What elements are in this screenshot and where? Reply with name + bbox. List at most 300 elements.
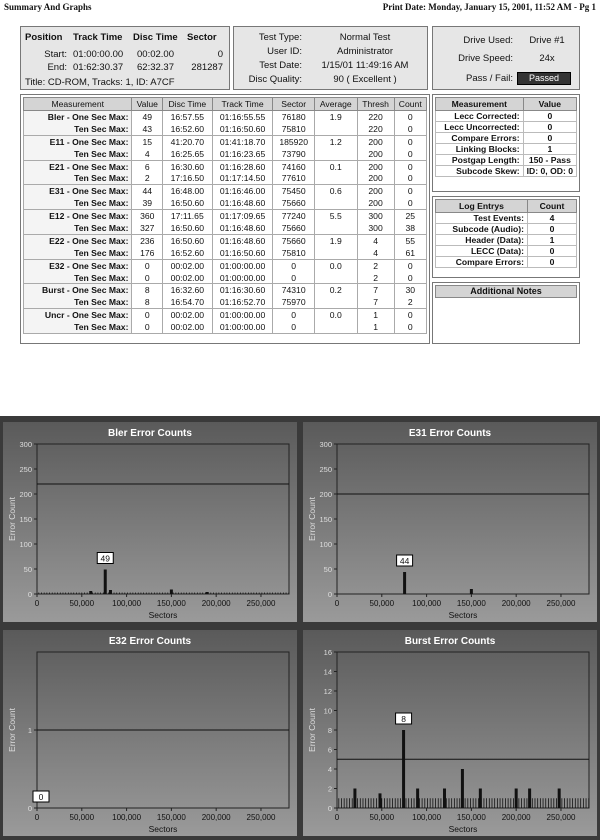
measurement-label: Ten Sec Max: <box>24 197 132 209</box>
pass-fail-label: Pass / Fail: <box>466 73 513 84</box>
average-cell <box>314 222 357 234</box>
log-value: 0 <box>528 224 577 235</box>
notes-panel <box>432 282 580 344</box>
disc-time-cell: 16:25.65 <box>163 148 213 160</box>
measurement-label: Bler - One Sec Max: <box>24 111 132 123</box>
value-cell: 360 <box>132 210 163 222</box>
sector-cell: 75970 <box>273 296 314 308</box>
disc-time-cell: 17:11.65 <box>163 210 213 222</box>
track-time-cell: 01:16:48.60 <box>212 222 273 234</box>
thresh-cell: 1 <box>357 309 394 321</box>
data-bar <box>479 789 482 809</box>
col-count: Count <box>394 98 427 111</box>
burst-chart <box>303 630 597 836</box>
disc-time-cell: 16:48.00 <box>163 185 213 197</box>
value-cell: 2 <box>132 172 163 184</box>
track-time-cell: 01:16:55.55 <box>212 111 273 123</box>
table-row <box>24 135 427 147</box>
y-tick-label: 10 <box>323 706 332 716</box>
data-bar <box>109 590 112 594</box>
data-bar <box>470 589 473 594</box>
data-bar <box>528 789 531 809</box>
table-row <box>24 123 427 135</box>
table-row <box>24 259 427 271</box>
thresh-cell: 200 <box>357 197 394 209</box>
x-axis-label: Sectors <box>148 824 178 834</box>
count-cell: 0 <box>394 272 427 284</box>
test-type-label: Test Type: <box>258 32 302 43</box>
table-row <box>436 257 577 268</box>
lecc-label: Postgap Length: <box>436 155 524 166</box>
table-row <box>24 272 427 284</box>
disc-time-cell: 16:50.60 <box>163 234 213 246</box>
lecc-label: Linking Blocks: <box>436 144 524 155</box>
lecc-panel <box>432 94 580 192</box>
thresh-cell: 2 <box>357 272 394 284</box>
col-sector: Sector <box>273 98 314 111</box>
x-tick-label: 200,000 <box>501 599 531 608</box>
test-date-value: 1/15/01 11:49:16 AM <box>321 60 409 71</box>
data-bar <box>206 592 209 594</box>
average-cell <box>314 321 357 333</box>
table-row <box>436 235 577 246</box>
x-tick-label: 200,000 <box>501 813 531 822</box>
count-cell: 30 <box>394 284 427 296</box>
disc-time-cell: 16:50.60 <box>163 197 213 209</box>
average-cell: 0.2 <box>314 284 357 296</box>
disc-time-cell: 16:54.70 <box>163 296 213 308</box>
thresh-cell: 2 <box>357 259 394 271</box>
track-time-cell: 01:16:23.65 <box>212 148 273 160</box>
track-time-cell: 01:16:28.60 <box>212 160 273 172</box>
count-cell: 2 <box>394 296 427 308</box>
y-tick-label: 14 <box>323 667 332 677</box>
table-row <box>24 197 427 209</box>
sector-cell: 77240 <box>273 210 314 222</box>
disc-time-cell: 16:52.60 <box>163 247 213 259</box>
table-row <box>24 172 427 184</box>
value-cell: 176 <box>132 247 163 259</box>
table-row <box>24 247 427 259</box>
peak-label: 49 <box>100 553 110 564</box>
track-time-cell: 01:17:09.65 <box>212 210 273 222</box>
measurement-label: Ten Sec Max: <box>24 222 132 234</box>
log-label: LECC (Data): <box>436 246 528 257</box>
lecc-label: Subcode Skew: <box>436 166 524 177</box>
x-tick-label: 100,000 <box>412 813 442 822</box>
track-time-cell: 01:16:52.70 <box>212 296 273 308</box>
x-tick-label: 250,000 <box>546 599 576 608</box>
measurement-label: E22 - One Sec Max: <box>24 234 132 246</box>
count-cell: 0 <box>394 123 427 135</box>
disc-time-cell: 41:20.70 <box>163 135 213 147</box>
measurement-label: Uncr - One Sec Max: <box>24 309 132 321</box>
y-tick-label: 0 <box>327 804 332 813</box>
x-tick-label: 50,000 <box>369 813 395 822</box>
lecc-value: 0 <box>523 133 576 144</box>
table-row <box>436 213 577 224</box>
log-panel <box>432 196 580 278</box>
start-label: Start: <box>44 49 67 60</box>
lecc-label: Compare Errors: <box>436 133 524 144</box>
average-cell: 0.6 <box>314 185 357 197</box>
measurement-label: Ten Sec Max: <box>24 123 132 135</box>
y-tick-label: 100 <box>19 540 32 549</box>
y-tick-label: 200 <box>319 490 332 499</box>
track-time-cell: 01:16:46.00 <box>212 185 273 197</box>
table-row <box>24 210 427 222</box>
y-tick-label: 0 <box>27 590 32 599</box>
lecc-table <box>435 97 577 177</box>
title-line: Title: CD-ROM, Tracks: 1, ID: A7CF <box>25 77 175 88</box>
col-average: Average <box>314 98 357 111</box>
thresh-cell: 200 <box>357 148 394 160</box>
disc-time-header: Disc Time <box>133 32 178 43</box>
lecc-value: ID: 0, OD: 0 <box>523 166 576 177</box>
col-value: Value <box>132 98 163 111</box>
peak-label: 0 <box>38 792 44 802</box>
disc-time-cell: 16:30.60 <box>163 160 213 172</box>
measurement-label: Burst - One Sec Max: <box>24 284 132 296</box>
count-cell: 0 <box>394 160 427 172</box>
y-tick-label: 8 <box>327 726 332 735</box>
x-axis-label: Sectors <box>448 824 478 834</box>
thresh-cell: 220 <box>357 123 394 135</box>
thresh-cell: 300 <box>357 210 394 222</box>
value-cell: 0 <box>132 321 163 333</box>
chart-title: E31 Error Counts <box>408 428 492 439</box>
count-cell: 0 <box>394 172 427 184</box>
average-cell: 0.1 <box>314 160 357 172</box>
x-tick-label: 50,000 <box>69 599 95 608</box>
bler-chart <box>3 422 297 622</box>
track-time-header: Track Time <box>73 32 123 43</box>
disc-time-cell: 00:02.00 <box>163 272 213 284</box>
average-cell <box>314 148 357 160</box>
data-bar <box>558 789 561 809</box>
y-tick-label: 50 <box>23 565 32 574</box>
end-disc-time: 62:32.37 <box>137 62 174 73</box>
thresh-cell: 7 <box>357 284 394 296</box>
page-title: Summary And Graphs <box>4 2 92 12</box>
average-cell <box>314 272 357 284</box>
measurement-label: Ten Sec Max: <box>24 321 132 333</box>
thresh-cell: 4 <box>357 247 394 259</box>
lecc-label: Lecc Corrected: <box>436 111 524 122</box>
data-bar <box>515 789 518 809</box>
x-tick-label: 150,000 <box>456 599 486 608</box>
chart-background <box>3 630 297 836</box>
measurement-panel <box>20 94 430 344</box>
y-axis-label: Error Count <box>7 708 17 752</box>
y-axis-label: Error Count <box>307 708 317 752</box>
y-tick-label: 100 <box>319 540 332 549</box>
test-info-box <box>233 26 428 90</box>
y-tick-label: 150 <box>319 515 332 524</box>
table-row <box>24 296 427 308</box>
x-tick-label: 200,000 <box>201 813 231 822</box>
measurement-label: E21 - One Sec Max: <box>24 160 132 172</box>
count-cell: 0 <box>394 111 427 123</box>
value-cell: 0 <box>132 272 163 284</box>
average-cell: 5.5 <box>314 210 357 222</box>
track-time-cell: 01:00:00.00 <box>212 321 273 333</box>
disc-time-cell: 16:52.60 <box>163 123 213 135</box>
log-value: 0 <box>528 257 577 268</box>
count-cell: 0 <box>394 135 427 147</box>
x-tick-label: 0 <box>334 599 340 608</box>
log-col-entrys: Log Entrys <box>436 200 528 213</box>
start-disc-time: 00:02.00 <box>137 49 174 60</box>
average-cell: 1.2 <box>314 135 357 147</box>
sector-cell: 76180 <box>273 111 314 123</box>
log-label: Test Events: <box>436 213 528 224</box>
col-track-time: Track Time <box>212 98 273 111</box>
count-cell: 0 <box>394 321 427 333</box>
table-row <box>436 166 577 177</box>
user-id-value: Administrator <box>337 46 393 57</box>
count-cell: 55 <box>394 234 427 246</box>
disc-time-cell: 16:57.55 <box>163 111 213 123</box>
sector-cell: 0 <box>273 259 314 271</box>
x-tick-label: 150,000 <box>156 599 186 608</box>
value-cell: 49 <box>132 111 163 123</box>
chart-title: Burst Error Counts <box>404 636 496 647</box>
thresh-cell: 200 <box>357 172 394 184</box>
end-track-time: 01:62:30.37 <box>73 62 124 73</box>
count-cell: 0 <box>394 185 427 197</box>
track-time-cell: 01:00:00.00 <box>212 272 273 284</box>
charts-area <box>0 416 600 840</box>
average-cell <box>314 123 357 135</box>
disc-quality-label: Disc Quality: <box>248 74 302 85</box>
sector-cell: 75810 <box>273 123 314 135</box>
sector-cell: 75660 <box>273 234 314 246</box>
thresh-cell: 1 <box>357 321 394 333</box>
disc-time-cell: 16:32.60 <box>163 284 213 296</box>
disc-time-cell: 17:16.50 <box>163 172 213 184</box>
average-cell <box>314 172 357 184</box>
test-type-value: Normal Test <box>339 32 391 43</box>
track-time-cell: 01:00:00.00 <box>212 309 273 321</box>
y-tick-label: 0 <box>327 590 332 599</box>
average-cell: 1.9 <box>314 111 357 123</box>
measurement-label: Ten Sec Max: <box>24 272 132 284</box>
measurement-label: E32 - One Sec Max: <box>24 259 132 271</box>
sector-cell: 75660 <box>273 222 314 234</box>
thresh-cell: 220 <box>357 111 394 123</box>
data-bar <box>403 572 406 594</box>
disc-time-cell: 00:02.00 <box>163 321 213 333</box>
track-time-cell: 01:16:48.60 <box>212 234 273 246</box>
y-tick-label: 150 <box>19 515 32 524</box>
x-tick-label: 100,000 <box>412 599 442 608</box>
sector-cell: 75660 <box>273 197 314 209</box>
x-tick-label: 0 <box>34 813 40 822</box>
end-label: End: <box>47 62 67 73</box>
data-bar <box>104 570 107 595</box>
start-sector: 0 <box>217 49 223 60</box>
sector-header: Sector <box>187 32 217 43</box>
count-cell: 0 <box>394 259 427 271</box>
count-cell: 61 <box>394 247 427 259</box>
e32-chart <box>3 630 297 836</box>
average-cell <box>314 197 357 209</box>
drive-speed-value: 24x <box>539 53 555 64</box>
x-tick-label: 100,000 <box>112 599 142 608</box>
table-row <box>436 155 577 166</box>
table-row <box>436 122 577 133</box>
x-tick-label: 150,000 <box>456 813 486 822</box>
sector-cell: 73790 <box>273 148 314 160</box>
test-date-label: Test Date: <box>259 60 302 71</box>
sector-cell: 0 <box>273 272 314 284</box>
measurement-label: Ten Sec Max: <box>24 296 132 308</box>
x-tick-label: 250,000 <box>546 813 576 822</box>
sector-cell: 75810 <box>273 247 314 259</box>
y-tick-label: 2 <box>327 784 332 794</box>
log-label: Subcode (Audio): <box>436 224 528 235</box>
log-value: 1 <box>528 235 577 246</box>
data-bar <box>461 769 464 808</box>
position-header: Position <box>25 32 63 43</box>
y-tick-label: 4 <box>327 765 332 774</box>
table-row <box>24 234 427 246</box>
user-id-label: User ID: <box>267 46 302 57</box>
x-tick-label: 50,000 <box>69 813 95 822</box>
measurement-table <box>23 97 427 334</box>
value-cell: 4 <box>132 148 163 160</box>
count-cell: 0 <box>394 148 427 160</box>
x-tick-label: 200,000 <box>201 599 231 608</box>
y-axis-label: Error Count <box>7 497 17 541</box>
y-tick-label: 50 <box>323 565 332 574</box>
data-bar <box>353 789 356 809</box>
x-axis-label: Sectors <box>148 610 178 620</box>
track-time-cell: 01:16:50.60 <box>212 247 273 259</box>
log-value: 4 <box>528 213 577 224</box>
chart-background <box>303 422 597 622</box>
y-tick-label: 300 <box>319 440 332 449</box>
value-cell: 8 <box>132 296 163 308</box>
data-bar <box>89 591 92 594</box>
position-box <box>20 26 230 90</box>
log-table <box>435 199 577 268</box>
lecc-value: 1 <box>523 144 576 155</box>
y-tick-label: 16 <box>323 648 332 657</box>
y-tick-label: 200 <box>19 490 32 499</box>
data-bar <box>443 789 446 809</box>
print-date: Print Date: Monday, January 15, 2001, 11:52 AM - Pg 1 <box>382 2 596 12</box>
sector-cell: 74310 <box>273 284 314 296</box>
lecc-col-value: Value <box>523 98 576 111</box>
average-cell <box>314 296 357 308</box>
y-tick-label: 6 <box>327 745 332 755</box>
table-row <box>436 246 577 257</box>
y-tick-label: 12 <box>323 687 332 696</box>
measurement-label: E11 - One Sec Max: <box>24 135 132 147</box>
table-row <box>24 148 427 160</box>
track-time-cell: 01:16:50.60 <box>212 123 273 135</box>
data-bar <box>379 793 382 808</box>
average-cell: 0.0 <box>314 259 357 271</box>
disc-time-cell: 16:50.60 <box>163 222 213 234</box>
e31-chart <box>303 422 597 622</box>
x-tick-label: 250,000 <box>246 813 276 822</box>
table-row <box>24 284 427 296</box>
table-row <box>24 111 427 123</box>
x-tick-label: 100,000 <box>112 813 142 822</box>
y-tick-label: 1 <box>27 726 32 735</box>
drive-box <box>432 26 580 90</box>
y-tick-label: 250 <box>319 465 332 474</box>
track-time-cell: 01:41:18.70 <box>212 135 273 147</box>
value-cell: 39 <box>132 197 163 209</box>
table-row <box>436 111 577 122</box>
track-time-cell: 01:16:48.60 <box>212 197 273 209</box>
sector-cell: 0 <box>273 309 314 321</box>
notes-title: Additional Notes <box>435 285 577 298</box>
measurement-label: E12 - One Sec Max: <box>24 210 132 222</box>
value-cell: 43 <box>132 123 163 135</box>
count-cell: 25 <box>394 210 427 222</box>
value-cell: 6 <box>132 160 163 172</box>
peak-label: 44 <box>399 556 410 566</box>
track-time-cell: 01:17:14.50 <box>212 172 273 184</box>
chart-background <box>3 422 297 622</box>
track-time-cell: 01:16:30.60 <box>212 284 273 296</box>
chart-title: E32 Error Counts <box>108 636 192 647</box>
measurement-label: E31 - One Sec Max: <box>24 185 132 197</box>
average-cell <box>314 247 357 259</box>
log-col-count: Count <box>528 200 577 213</box>
measurement-label: Ten Sec Max: <box>24 148 132 160</box>
value-cell: 8 <box>132 284 163 296</box>
log-value: 0 <box>528 246 577 257</box>
average-cell: 1.9 <box>314 234 357 246</box>
measurement-label: Ten Sec Max: <box>24 172 132 184</box>
thresh-cell: 300 <box>357 222 394 234</box>
thresh-cell: 7 <box>357 296 394 308</box>
x-axis-label: Sectors <box>448 610 478 620</box>
page-header <box>4 2 596 14</box>
drive-used-value: Drive #1 <box>529 35 565 46</box>
sector-cell: 75450 <box>273 185 314 197</box>
count-cell: 38 <box>394 222 427 234</box>
disc-time-cell: 00:02.00 <box>163 309 213 321</box>
data-bar <box>416 789 419 809</box>
lecc-col-measurement: Measurement <box>436 98 524 111</box>
col-thresh: Thresh <box>357 98 394 111</box>
log-label: Compare Errors: <box>436 257 528 268</box>
x-tick-label: 50,000 <box>369 599 395 608</box>
lecc-value: 0 <box>523 111 576 122</box>
table-row <box>24 222 427 234</box>
data-bar <box>170 590 173 595</box>
table-row <box>24 309 427 321</box>
y-tick-label: 300 <box>19 440 32 449</box>
track-time-cell: 01:00:00.00 <box>212 259 273 271</box>
sector-cell: 185920 <box>273 135 314 147</box>
thresh-cell: 200 <box>357 160 394 172</box>
value-cell: 15 <box>132 135 163 147</box>
average-cell: 0.0 <box>314 309 357 321</box>
end-sector: 281287 <box>191 62 223 73</box>
disc-quality-value: 90 ( Excellent ) <box>333 74 397 85</box>
pass-status-badge: Passed <box>517 72 571 85</box>
y-tick-label: 250 <box>19 465 32 474</box>
table-row <box>24 160 427 172</box>
